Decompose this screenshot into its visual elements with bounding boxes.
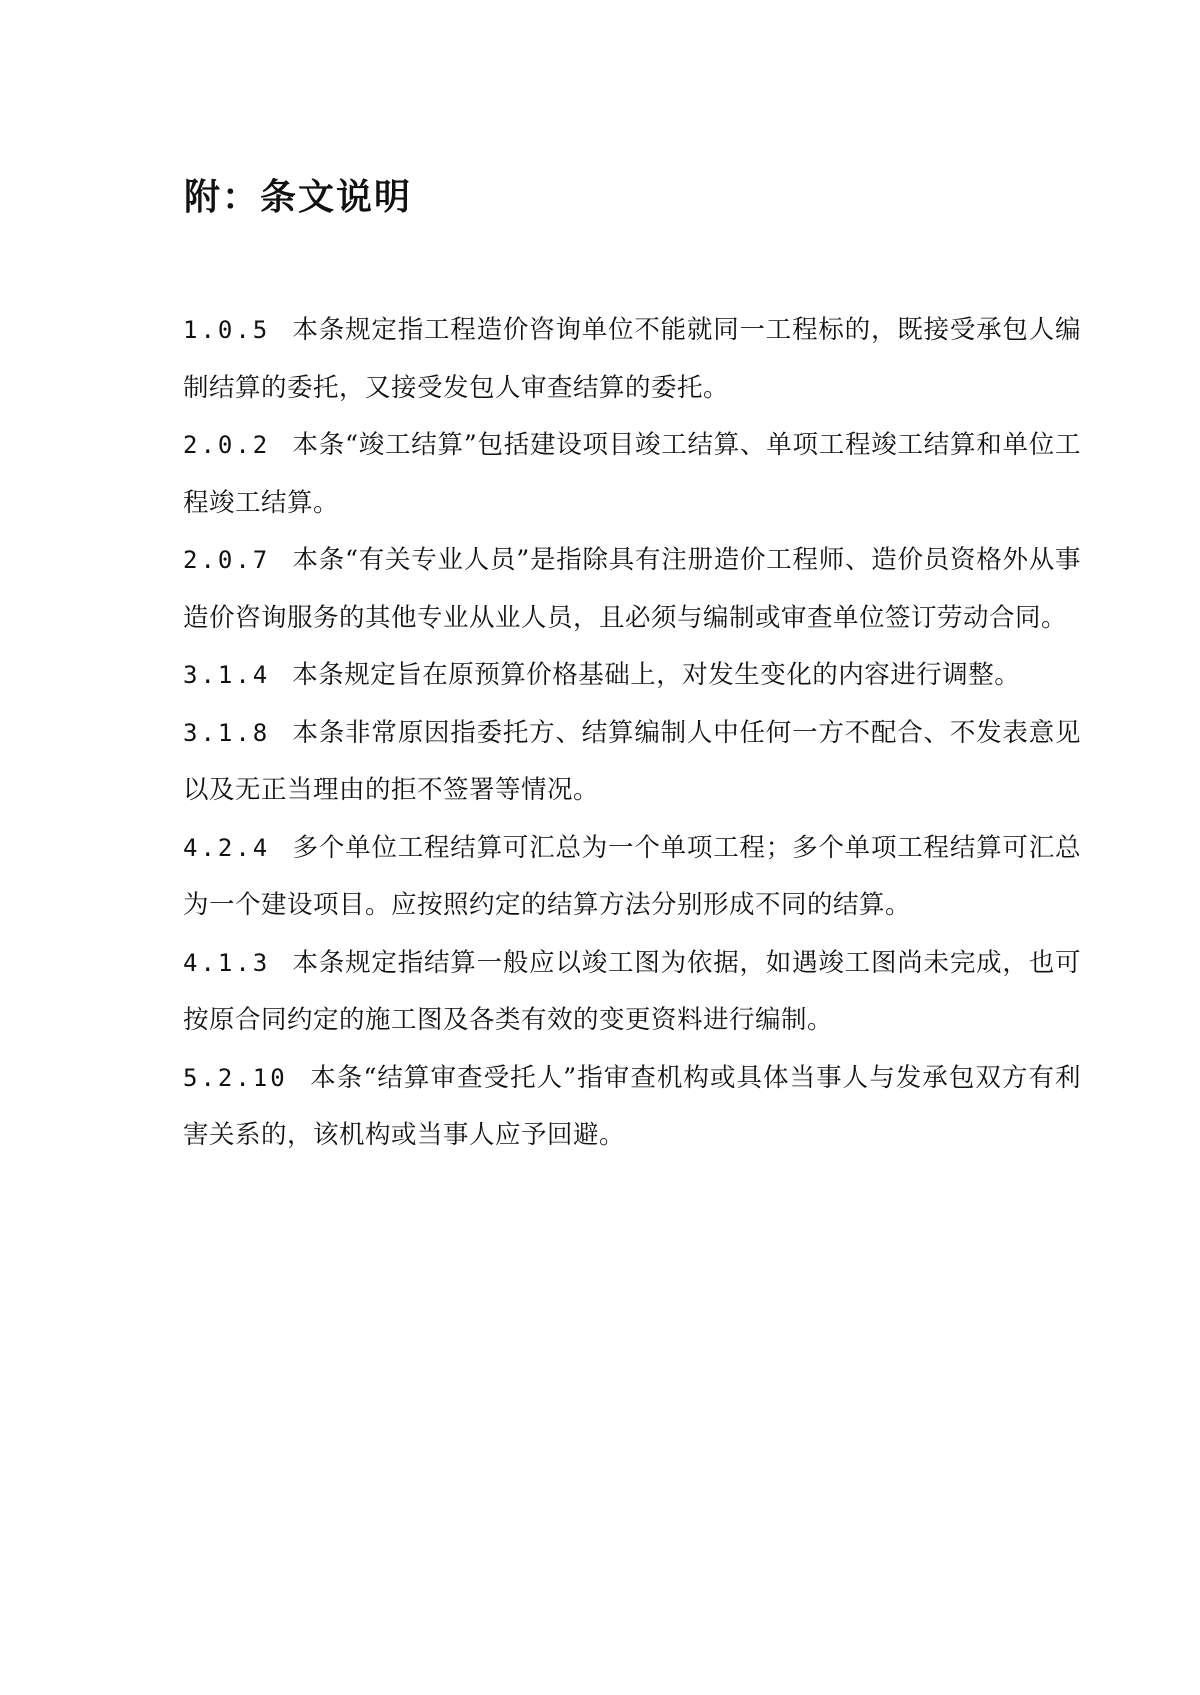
clause-item [183, 302, 1081, 417]
clause-item [183, 935, 1081, 1050]
clause-text: 本条非常原因指委托方、结算编制人中任何一方不配合、不发表意见以及无正当理由的拒不签署等情况。 [183, 717, 1081, 805]
clause-text: 本条规定旨在原预算价格基础上，对发生变化的内容进行调整。 [292, 660, 1021, 690]
clause-number: 4.2.4 [183, 833, 271, 862]
clause-text: 本条规定指结算一般应以竣工图为依据，如遇竣工图尚未完成，也可按原合同约定的施工图及各类有效的变更资料进行编制。 [183, 947, 1081, 1035]
clause-list [183, 302, 1081, 1165]
clause-number: 1.0.5 [183, 316, 271, 344]
clause-number: 2.0.2 [183, 431, 271, 459]
clause-number: 2.0.7 [183, 546, 271, 574]
page-title: 附：条文说明 [184, 177, 413, 218]
clause-text: 本条规定指工程造价咨询单位不能就同一工程标的，既接受承包人编制结算的委托，又接受发包人审查结算的委托。 [183, 315, 1081, 403]
clause-text: 本条“结算审查受托人”指审查机构或具体当事人与发承包双方有利害关系的，该机构或当事人应予回避。 [183, 1062, 1081, 1150]
clause-item [183, 417, 1081, 532]
clause-number: 3.1.8 [183, 718, 271, 747]
clause-number: 3.1.4 [183, 661, 271, 689]
clause-text: 本条“竣工结算”包括建设项目竣工结算、单项工程竣工结算和单位工程竣工结算。 [183, 430, 1081, 518]
clause-number: 5.2.10 [183, 1063, 288, 1092]
clause-item [183, 647, 1081, 705]
clause-number: 4.1.3 [183, 948, 271, 977]
clause-item [183, 532, 1081, 647]
clause-text: 多个单位工程结算可汇总为一个单项工程；多个单项工程结算可汇总为一个建设项目。应按照约定的结算方法分别形成不同的结算。 [183, 832, 1081, 920]
clause-text: 本条“有关专业人员”是指除具有注册造价工程师、造价员资格外从事造价咨询服务的其他专业从业人员，且必须与编制或审查单位签订劳动合同。 [183, 545, 1081, 633]
clause-item [183, 705, 1081, 820]
clause-item [183, 820, 1081, 935]
clause-item [183, 1050, 1081, 1165]
